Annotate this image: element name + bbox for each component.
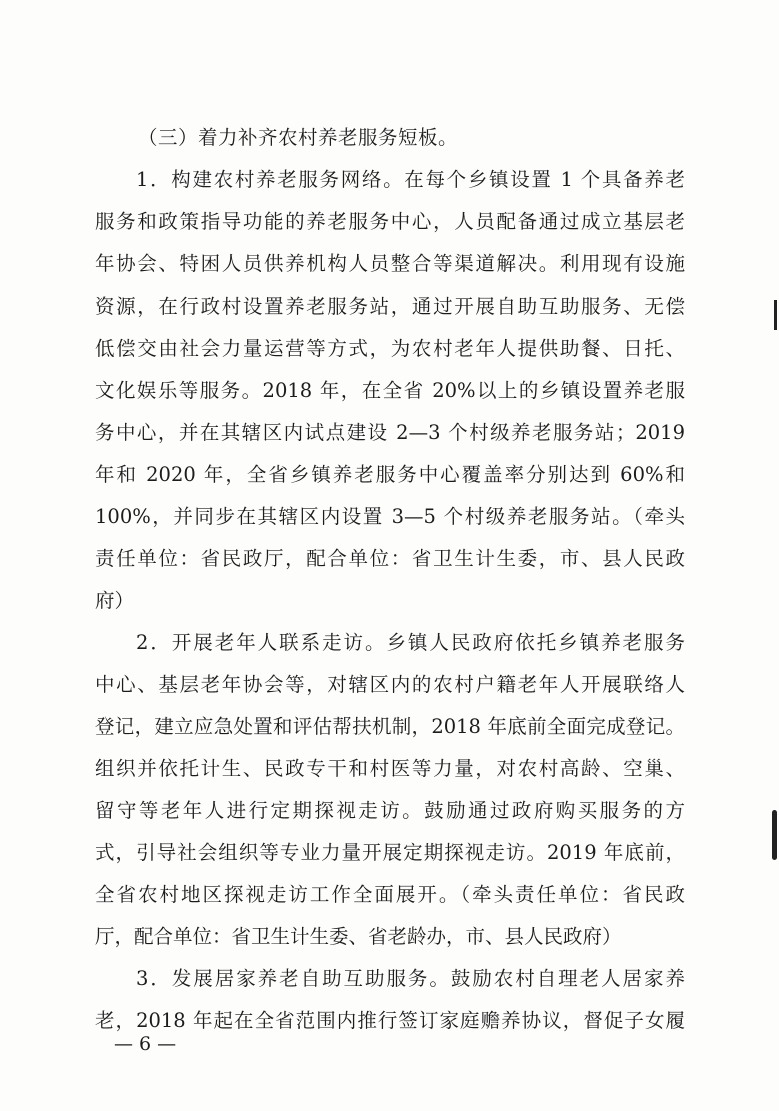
paragraph-line: 留守等老年人进行定期探视走访。鼓励通过政府购买服务的方	[95, 799, 685, 822]
paragraph-line: 中心、基层老年协会等，对辖区内的农村户籍老年人开展联络人	[95, 673, 685, 696]
paragraph-line: 登记，建立应急处置和评估帮扶机制，2018 年底前全面完成登记。	[95, 715, 685, 738]
paragraph-line: 务中心，并在其辖区内试点建设 2—3 个村级养老服务站；2019	[95, 421, 685, 444]
page-number: — 6 —	[114, 1033, 177, 1055]
paragraph-line: 责任单位：省民政厅，配合单位：省卫生计生委，市、县人民政	[95, 547, 685, 570]
scan-artifact	[774, 300, 777, 330]
scan-artifact	[772, 810, 777, 860]
paragraph-line: 厅，配合单位：省卫生计生委、省老龄办，市、县人民政府）	[95, 925, 622, 948]
paragraph-line: 低偿交由社会力量运营等方式，为农村老年人提供助餐、日托、	[95, 337, 685, 360]
paragraph-line: 年和 2020 年，全省乡镇养老服务中心覆盖率分别达到 60%和	[95, 463, 685, 486]
paragraph-line: 100%，并同步在其辖区内设置 3—5 个村级养老服务站。（牵头	[95, 505, 685, 528]
paragraph-line: 2．开展老年人联系走访。乡镇人民政府依托乡镇养老服务	[136, 631, 685, 654]
paragraph-line: 府）	[95, 589, 135, 612]
paragraph-line: 服务和政策指导功能的养老服务中心，人员配备通过成立基层老	[95, 210, 685, 233]
paragraph-line: 资源，在行政村设置养老服务站，通过开展自助互助服务、无偿	[95, 295, 685, 318]
paragraph-line: 3．发展居家养老自助互助服务。鼓励农村自理老人居家养	[136, 967, 685, 990]
paragraph-line: 全省农村地区探视走访工作全面展开。（牵头责任单位：省民政	[95, 883, 685, 906]
paragraph-line: 1．构建农村养老服务网络。在每个乡镇设置 1 个具备养老	[136, 168, 685, 191]
paragraph-line: 组织并依托计生、民政专干和村医等力量，对农村高龄、空巢、	[95, 757, 685, 780]
paragraph-line: 文化娱乐等服务。2018 年，在全省 20%以上的乡镇设置养老服	[95, 379, 685, 402]
paragraph-line: 老，2018 年起在全省范围内推行签订家庭赡养协议，督促子女履	[95, 1009, 685, 1032]
paragraph-line: 年协会、特困人员供养机构人员整合等渠道解决。利用现有设施	[95, 252, 685, 275]
section-heading: （三）着力补齐农村养老服务短板。	[138, 126, 459, 149]
paragraph-line: 式，引导社会组织等专业力量开展定期探视走访。2019 年底前，	[95, 841, 685, 864]
